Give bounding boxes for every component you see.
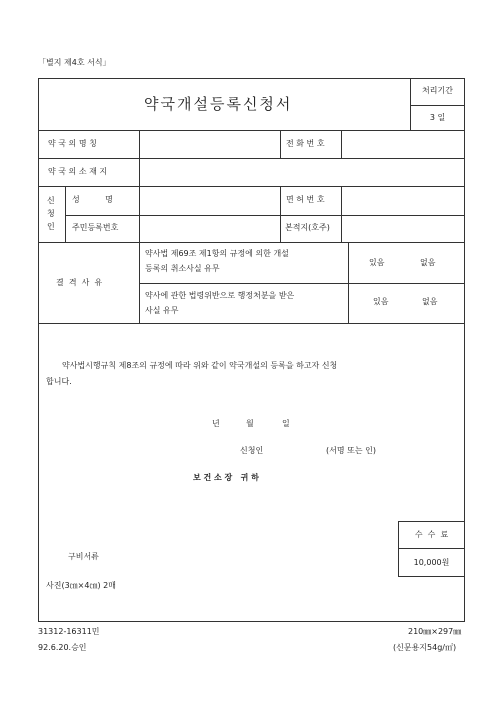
disqualification-q1-line2: 등록의 취소사실 유무 (145, 264, 220, 273)
divider (280, 130, 281, 158)
pharmacy-name-field[interactable] (141, 132, 278, 156)
date-day: 일 (282, 419, 290, 428)
applicant-name-label: 성 명 (72, 195, 113, 204)
domicile-field[interactable] (343, 217, 463, 240)
disqualification-q2-line2: 사실 유무 (145, 306, 179, 315)
divider (38, 186, 465, 187)
signer-field[interactable] (272, 443, 324, 457)
divider (38, 242, 465, 243)
divider (398, 548, 465, 549)
sign-hint: (서명 또는 인) (326, 446, 376, 455)
divider (348, 242, 349, 323)
address-field[interactable] (141, 160, 463, 184)
divider (38, 130, 465, 131)
disqualification-q1-line1: 약사법 제69조 제1항의 규정에 의한 개설 (145, 249, 289, 258)
license-number-field[interactable] (343, 188, 463, 213)
paper-size: 210㎜×297㎜ (408, 627, 462, 636)
date-month: 월 (246, 419, 254, 428)
q2-yes-option[interactable]: 있음 (373, 297, 389, 306)
domicile-label: 본적지(호주) (285, 223, 330, 232)
divider (280, 186, 281, 242)
form-code: 31312-16311민 (38, 627, 100, 636)
statement-line1: 약사법시행규칙 제8조의 규정에 따라 위와 같이 약국개설의 등록을 하고자 신청 (62, 361, 338, 370)
disqualification-q2-line1: 약사에 관한 법령위반으로 행정처분을 받은 (145, 291, 295, 300)
applicant-label-2: 청 (47, 209, 55, 218)
statement-line2: 합니다. (46, 377, 72, 386)
form-label: 「별지 제4호 서식」 (38, 58, 111, 67)
addressee: 보 건 소 장 귀 하 (193, 473, 259, 482)
fee-label: 수 수 료 (414, 530, 449, 539)
pharmacy-name-label: 약 국 의 명 칭 (48, 139, 97, 148)
phone-label: 전 화 번 호 (286, 139, 325, 148)
documents-item: 사진(3㎝×4㎝) 2매 (46, 581, 116, 590)
approval-date: 92.6.20.승인 (38, 643, 87, 652)
divider (139, 283, 465, 284)
divider (410, 78, 411, 130)
date-year: 년 (212, 419, 220, 428)
q2-no-option[interactable]: 없음 (422, 297, 438, 306)
divider (398, 576, 465, 577)
divider (410, 105, 465, 106)
applicant-name-field[interactable] (141, 188, 278, 213)
fee-amount: 10,000원 (413, 558, 450, 567)
form-title: 약국개설등록신청서 (144, 95, 293, 113)
address-label: 약 국 의 소 재 지 (48, 167, 108, 176)
divider (65, 215, 465, 216)
signer-label: 신청인 (240, 446, 264, 455)
paper-type: (신문용지54g/㎡) (393, 643, 457, 652)
applicant-label-1: 신 (47, 196, 55, 205)
divider (65, 186, 66, 242)
phone-field[interactable] (343, 132, 463, 156)
divider (341, 130, 342, 158)
divider (398, 521, 465, 522)
license-number-label: 면 허 번 호 (286, 195, 325, 204)
resident-id-label: 주민등록번호 (72, 223, 119, 232)
divider (38, 323, 465, 324)
documents-label: 구비서류 (68, 552, 99, 561)
resident-id-field[interactable] (141, 217, 278, 240)
q1-no-option[interactable]: 없음 (420, 258, 436, 267)
divider (38, 158, 465, 159)
divider (398, 521, 399, 576)
divider (341, 186, 342, 242)
q1-yes-option[interactable]: 있음 (369, 258, 385, 267)
disqualification-label: 결 격 사 유 (56, 278, 103, 287)
processing-label: 처리기간 (422, 86, 453, 95)
divider (139, 130, 140, 323)
processing-value: 3 일 (429, 113, 446, 122)
applicant-label-3: 인 (47, 222, 55, 231)
